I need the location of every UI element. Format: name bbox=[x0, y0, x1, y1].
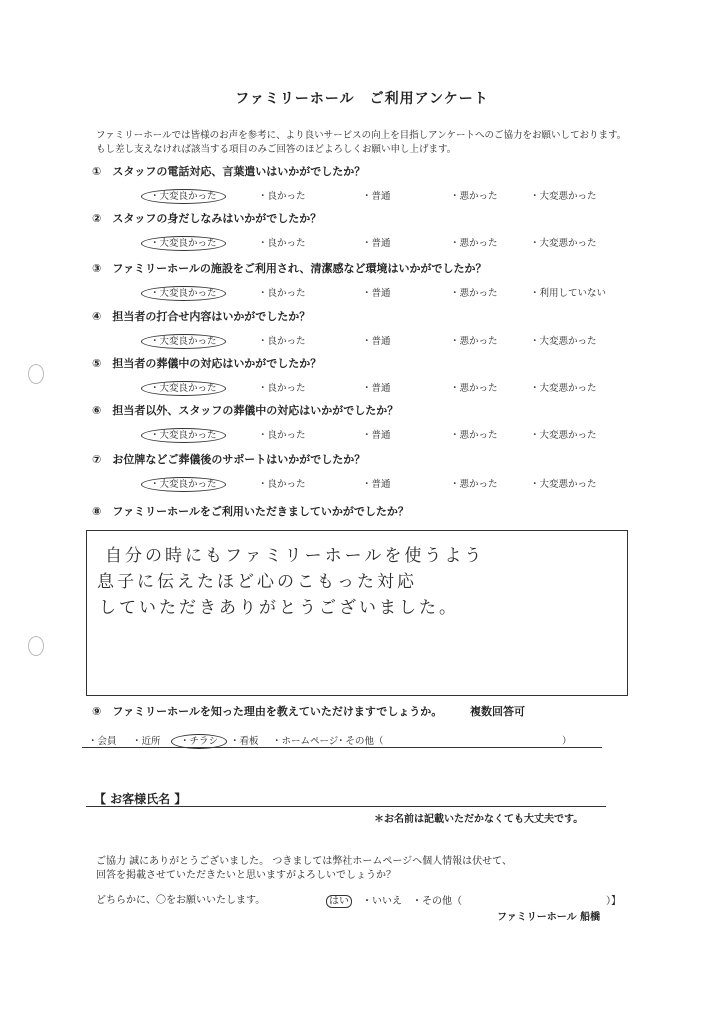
q5-option-average[interactable]: ・普通 bbox=[362, 383, 391, 394]
question-9-note: 複数回答可 bbox=[470, 705, 525, 718]
q4-option-very-bad[interactable]: ・大変悪かった bbox=[530, 336, 597, 347]
closing-line-1: ご協力 誠にありがとうございました。 つきましては弊社ホームページへ個人情報は伏せて、 bbox=[96, 856, 512, 867]
q4-option-very-good[interactable] bbox=[150, 333, 226, 347]
q7-option-very-bad[interactable]: ・大変悪かった bbox=[530, 479, 597, 490]
q3-option-average[interactable]: ・普通 bbox=[362, 288, 391, 299]
q6-option-bad[interactable]: ・悪かった bbox=[450, 430, 498, 441]
q2-option-bad[interactable]: ・悪かった bbox=[450, 238, 498, 249]
q6-option-very-good[interactable] bbox=[150, 427, 226, 441]
name-underline bbox=[86, 806, 606, 807]
intro-line-1: ファミリーホールでは皆様のお声を参考に、より良いサービスの向上を目指しアンケートへのご協力をお願いしております。 bbox=[96, 130, 627, 141]
q9-option-other-close: ） bbox=[562, 736, 572, 747]
selected-answer-circle: ・大変良かった bbox=[141, 286, 226, 301]
q1-option-bad[interactable]: ・悪かった bbox=[450, 191, 498, 202]
intro-line-2: もし差し支えなければ該当する項目のみご回答のほどよろしくお願い申し上げます。 bbox=[96, 144, 457, 155]
q9-option-homepage[interactable]: ・ホームページ bbox=[272, 736, 339, 747]
question-8: ⑧ ファミリーホールをご利用いただきましていかがでしたか？ bbox=[92, 505, 409, 518]
q7-option-very-good[interactable] bbox=[150, 476, 226, 490]
page-title: ファミリーホール ご利用アンケート bbox=[235, 91, 489, 107]
selected-answer-circle: ・大変良かった bbox=[141, 236, 226, 251]
comment-box bbox=[86, 530, 628, 696]
selected-answer-circle: ・大変良かった bbox=[141, 189, 226, 204]
choose-instruction: どちらかに、〇をお願いいたします。 bbox=[96, 895, 266, 906]
punch-hole-mark bbox=[28, 364, 44, 384]
question-5: ⑤ 担当者の葬儀中の対応はいかがでしたか？ bbox=[92, 357, 322, 370]
question-2: ② スタッフの身だしなみはいかがでしたか？ bbox=[92, 212, 322, 225]
q3-option-very-good[interactable] bbox=[150, 285, 226, 299]
selected-answer-circle: ・大変良かった bbox=[141, 381, 226, 396]
question-4: ④ 担当者の打合せ内容はいかがでしたか？ bbox=[92, 310, 311, 323]
q9-option-neighborhood[interactable]: ・近所 bbox=[132, 736, 161, 747]
q1-option-very-good[interactable] bbox=[150, 188, 226, 202]
q2-option-very-good[interactable] bbox=[150, 235, 226, 249]
selected-answer-box: はい bbox=[326, 895, 352, 908]
customer-name-label: 【 お客様氏名 】 bbox=[94, 792, 187, 806]
selected-answer-circle: ・大変良かった bbox=[141, 428, 226, 443]
q4-option-good[interactable]: ・良かった bbox=[258, 336, 306, 347]
q9-option-signboard[interactable]: ・看板 bbox=[230, 736, 259, 747]
q2-option-good[interactable]: ・良かった bbox=[258, 238, 306, 249]
consent-yes[interactable] bbox=[326, 892, 352, 907]
q6-option-very-bad[interactable]: ・大変悪かった bbox=[530, 430, 597, 441]
footer-branch: ファミリーホール 船橋 bbox=[497, 912, 601, 923]
q1-option-average[interactable]: ・普通 bbox=[362, 191, 391, 202]
selected-answer-circle: ・大変良かった bbox=[141, 334, 226, 349]
q7-option-average[interactable]: ・普通 bbox=[362, 479, 391, 490]
selected-answer-circle: ・チラシ bbox=[171, 734, 227, 749]
q1-option-very-bad[interactable]: ・大変悪かった bbox=[530, 191, 597, 202]
q3-option-bad[interactable]: ・悪かった bbox=[450, 288, 498, 299]
name-note: ＊お名前は記載いただかなくても大丈夫です。 bbox=[374, 814, 584, 825]
consent-other-close: ）】 bbox=[606, 896, 621, 907]
q9-option-other[interactable]: ・その他（ bbox=[336, 736, 384, 747]
question-1: ① スタッフの電話対応、言葉遣いはいかがでしたか？ bbox=[92, 165, 366, 178]
q5-option-very-good[interactable] bbox=[150, 380, 226, 394]
q5-option-good[interactable]: ・良かった bbox=[258, 383, 306, 394]
q4-option-bad[interactable]: ・悪かった bbox=[450, 336, 498, 347]
consent-no[interactable]: ・いいえ bbox=[362, 896, 402, 907]
question-7: ⑦ お位牌などご葬儀後のサポートはいかがでしたか？ bbox=[92, 453, 366, 466]
q6-option-average[interactable]: ・普通 bbox=[362, 430, 391, 441]
q2-option-very-bad[interactable]: ・大変悪かった bbox=[530, 238, 597, 249]
consent-other[interactable]: ・その他（ bbox=[412, 896, 462, 907]
q7-option-bad[interactable]: ・悪かった bbox=[450, 479, 498, 490]
q3-option-good[interactable]: ・良かった bbox=[258, 288, 306, 299]
punch-hole-mark bbox=[28, 636, 44, 656]
q7-option-good[interactable]: ・良かった bbox=[258, 479, 306, 490]
q9-option-member[interactable]: ・会員 bbox=[88, 736, 117, 747]
q4-option-average[interactable]: ・普通 bbox=[362, 336, 391, 347]
q2-option-average[interactable]: ・普通 bbox=[362, 238, 391, 249]
comment-line: していただきありがとうございました。 bbox=[99, 598, 459, 618]
q1-option-good[interactable]: ・良かった bbox=[258, 191, 306, 202]
q3-option-very-bad[interactable]: ・利用していない bbox=[530, 288, 607, 299]
selected-answer-circle: ・大変良かった bbox=[141, 477, 226, 492]
question-9: ⑨ ファミリーホールを知った理由を教えていただけますでしょうか。 bbox=[92, 705, 443, 718]
q5-option-very-bad[interactable]: ・大変悪かった bbox=[530, 383, 597, 394]
q5-option-bad[interactable]: ・悪かった bbox=[450, 383, 498, 394]
question-6: ⑥ 担当者以外、スタッフの葬儀中の対応はいかがでしたか？ bbox=[92, 404, 399, 417]
q6-option-good[interactable]: ・良かった bbox=[258, 430, 306, 441]
question-3: ③ ファミリーホールの施設をご利用され、清潔感など環境はいかがでしたか？ bbox=[92, 262, 487, 275]
q9-option-flyer[interactable] bbox=[180, 733, 227, 747]
comment-line: 自分の時にもファミリーホールを使うよう bbox=[105, 546, 485, 566]
comment-line: 息子に伝えたほど心のこもった対応 bbox=[97, 572, 417, 592]
underline bbox=[82, 747, 602, 748]
closing-line-2: 回答を掲載させていただきたいと思いますがよろしいでしょうか？ bbox=[96, 870, 396, 881]
